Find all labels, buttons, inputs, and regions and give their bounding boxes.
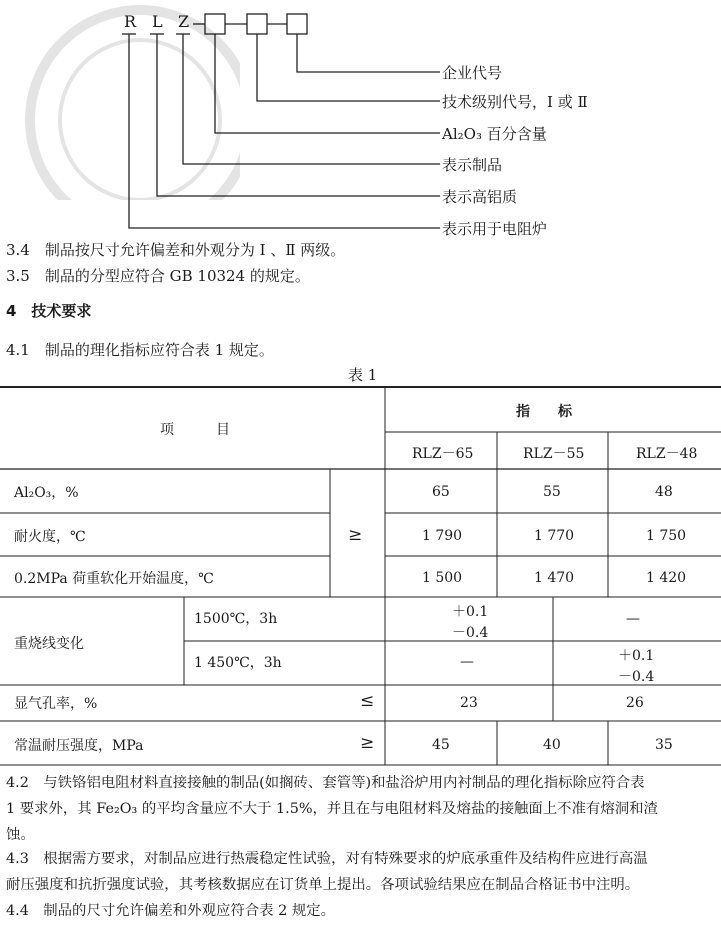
- reheat-1500-v1-top: ＋0.1: [452, 604, 489, 620]
- cell-strength-rlz55: 40: [543, 737, 561, 753]
- clause-3-5: 3.5 制品的分型应符合 GB 10324 的规定。: [6, 267, 310, 285]
- row-label-softening: 0.2MPa 荷重软化开始温度，℃: [14, 571, 214, 587]
- watermark-seal: [0, 0, 240, 200]
- row-label-al2o3: Al₂O₃，%: [14, 485, 79, 501]
- clause-4-1: 4.1 制品的理化指标应符合表 1 规定。: [6, 341, 274, 359]
- cell-al2o3-rlz55: 55: [543, 484, 561, 500]
- meaning-al2o3-content: Al₂O₃ 百分含量: [442, 125, 547, 143]
- cell-porosity-a: 23: [460, 695, 478, 711]
- row-label-reheat-change: 重烧线变化: [14, 636, 84, 652]
- cell-soften-rlz65: 1 500: [422, 570, 463, 586]
- meaning-resistance-furnace: 表示用于电阻炉: [442, 220, 548, 238]
- cell-strength-rlz65: 45: [432, 737, 450, 753]
- table-item-header: 项 目: [160, 422, 230, 438]
- cell-soften-rlz55: 1 470: [534, 570, 575, 586]
- cell-refract-rlz55: 1 770: [534, 528, 575, 544]
- row-label-porosity: 显气孔率，%: [14, 696, 98, 712]
- meaning-company-code: 企业代号: [442, 64, 503, 82]
- meaning-product: 表示制品: [442, 156, 503, 174]
- row-label-refractoriness: 耐火度，℃: [14, 529, 86, 545]
- code-letter-z: Z: [178, 12, 190, 31]
- cell-refract-rlz65: 1 790: [422, 528, 463, 544]
- cell-soften-rlz48: 1 420: [646, 570, 687, 586]
- section-4-heading: 4 技术要求: [6, 302, 92, 320]
- clause-4-2-line1: 4.2 与铁铬铝电阻材料直接接触的制品(如搁砖、套管等)和盐浴炉用内衬制品的理化指标除应符合表: [6, 775, 645, 791]
- reheat-1500-v2: —: [626, 611, 640, 627]
- cell-porosity-b: 26: [626, 695, 644, 711]
- clause-3-4: 3.4 制品按尺寸允许偏差和外观分为 Ⅰ 、Ⅱ 两级。: [6, 241, 346, 259]
- clause-4-3-line1: 4.3 根据需方要求，对制品应进行热震稳定性试验，对有特殊要求的炉底承重件及结构件应进行高温: [6, 851, 648, 867]
- clause-4-2-line2: 1 要求外，其 Fe₂O₃ 的平均含量应不大于 1.5%，并且在与电阻材料及熔盐的接触面上不准有熔洞和渣: [6, 801, 658, 817]
- reheat-cond-1450: 1 450℃，3h: [194, 655, 282, 671]
- code-letter-r: R: [124, 12, 137, 31]
- row-label-crushing-strength: 常温耐压强度，MPa: [14, 738, 144, 754]
- reheat-1450-v2-top: ＋0.1: [618, 648, 655, 664]
- table-1-title: 表 1: [348, 366, 378, 384]
- reheat-1450-v2-bot: －0.4: [618, 669, 655, 685]
- clause-4-2-line3: 蚀。: [6, 827, 35, 843]
- meaning-tech-grade: 技术级别代号，Ⅰ 或 Ⅱ: [442, 93, 588, 111]
- cell-al2o3-rlz65: 65: [432, 484, 450, 500]
- reheat-cond-1500: 1500℃，3h: [194, 611, 278, 627]
- clause-4-4: 4.4 制品的尺寸允许偏差和外观应符合表 2 规定。: [6, 903, 336, 919]
- col-header-rlz65: RLZ－65: [412, 446, 474, 462]
- reheat-1450-v1: —: [460, 654, 474, 670]
- cell-refract-rlz48: 1 750: [646, 528, 687, 544]
- reheat-1500-v1-bot: －0.4: [452, 625, 489, 641]
- porosity-le-symbol: ≤: [360, 691, 375, 711]
- col-header-rlz48: RLZ－48: [636, 446, 698, 462]
- cell-al2o3-rlz48: 48: [655, 484, 673, 500]
- code-letter-l: L: [152, 12, 163, 31]
- meaning-high-alumina: 表示高铝质: [442, 188, 518, 206]
- table-index-header: 指 标: [516, 404, 572, 420]
- clause-4-3-line2: 耐压强度和抗折强度试验，其考核数据应在订货单上提出。各项试验结果应在制品合格证书中注明。: [6, 877, 640, 893]
- ge-symbol: ≥: [348, 525, 363, 545]
- col-header-rlz55: RLZ－55: [523, 446, 585, 462]
- strength-ge-symbol: ≥: [360, 733, 375, 753]
- cell-strength-rlz48: 35: [655, 737, 673, 753]
